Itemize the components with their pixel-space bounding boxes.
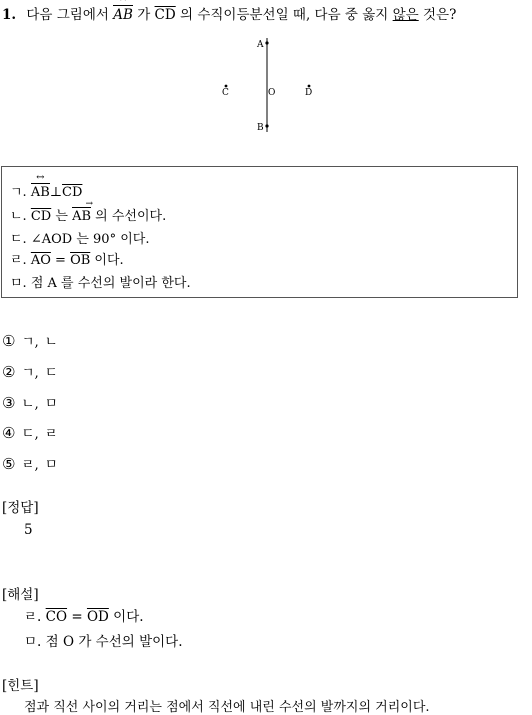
choice-number: ② bbox=[2, 363, 16, 381]
segment-ob-symbol: $\overline{OB}$ bbox=[70, 253, 91, 268]
question-text-pre: 다음 그림에서 bbox=[26, 7, 109, 23]
question-title bbox=[2, 3, 456, 23]
equals-symbol: = bbox=[50, 253, 71, 268]
choice-1[interactable] bbox=[2, 330, 58, 350]
statement-3 bbox=[10, 228, 149, 247]
choice-number: ① bbox=[2, 332, 16, 350]
statement-marker: ㄹ. bbox=[24, 609, 42, 625]
point-d bbox=[308, 85, 311, 88]
choice-option-b: ㅁ bbox=[44, 457, 58, 473]
explanation-text: 이다. bbox=[108, 609, 144, 625]
choice-number: ⑤ bbox=[2, 455, 16, 473]
segment-cd-symbol: $\overline{CD}$ bbox=[30, 209, 52, 224]
choice-option-b: ㄴ bbox=[44, 334, 58, 350]
segment-od-symbol: $\overline{OD}$ bbox=[86, 609, 109, 625]
choice-option-a: ㄱ, bbox=[21, 365, 39, 381]
choice-option-b: ㅁ bbox=[44, 396, 58, 412]
question-text-mid: 가 bbox=[137, 7, 151, 23]
choice-option-a: ㄴ, bbox=[21, 396, 39, 412]
statement-text: 의 수선이다. bbox=[95, 209, 167, 224]
explanation-label: [해설] bbox=[2, 587, 39, 603]
perpendicular-symbol: ⊥ bbox=[49, 185, 63, 200]
segment-cd-symbol: $\overline{CD}$ bbox=[62, 185, 83, 200]
equals-symbol: = bbox=[67, 609, 87, 625]
statement-5 bbox=[10, 272, 191, 291]
statement-1 bbox=[10, 181, 82, 200]
ray-ab-symbol: AB → bbox=[72, 209, 91, 224]
statement-marker: ㄱ. bbox=[10, 185, 27, 200]
question-underlined-word: 않은 bbox=[392, 7, 419, 23]
choice-option-a: ㄹ, bbox=[21, 457, 39, 473]
answer-value: 5 bbox=[24, 522, 33, 538]
line-ab-symbol: AB ↔ bbox=[113, 7, 133, 23]
statement-2 bbox=[10, 205, 166, 224]
choice-option-a: ㄱ, bbox=[21, 334, 39, 350]
statement-marker: ㅁ. bbox=[10, 276, 27, 291]
label-o: O bbox=[268, 88, 276, 98]
statement-4 bbox=[10, 249, 124, 268]
choice-option-b: ㄹ bbox=[44, 426, 58, 442]
explanation-text: 점 O 가 수선의 발이다. bbox=[45, 634, 183, 650]
label-a: A bbox=[257, 40, 264, 50]
question-text-post: 의 수직이등분선일 때, 다음 중 옳지 bbox=[180, 7, 389, 23]
choice-option-b: ㄷ bbox=[44, 365, 58, 381]
label-c: C bbox=[222, 88, 229, 98]
geometry-figure bbox=[200, 36, 330, 136]
explanation-line-1 bbox=[24, 605, 144, 625]
statement-text: 점 A 를 수선의 발이라 한다. bbox=[30, 276, 191, 291]
statement-text: 는 bbox=[55, 209, 68, 224]
choice-5[interactable] bbox=[2, 453, 58, 473]
hint-label: [힌트] bbox=[2, 678, 39, 694]
statement-text: 이다. bbox=[90, 253, 124, 268]
point-c bbox=[225, 85, 228, 88]
question-text-end: 것은? bbox=[423, 7, 457, 23]
choice-3[interactable] bbox=[2, 392, 58, 412]
choice-number: ④ bbox=[2, 424, 16, 442]
label-b: B bbox=[257, 123, 264, 133]
statement-marker: ㄴ. bbox=[10, 209, 27, 224]
choice-4[interactable] bbox=[2, 422, 58, 442]
statement-marker: ㄹ. bbox=[10, 253, 27, 268]
segment-ao-symbol: $\overline{AO}$ bbox=[30, 253, 51, 268]
statement-marker: ㄷ. bbox=[10, 232, 27, 247]
question-number: 1. bbox=[2, 7, 17, 23]
line-ab-symbol: AB ↔ bbox=[31, 185, 50, 200]
segment-cd-symbol: $\overline{CD}$ bbox=[154, 7, 176, 23]
choice-2[interactable] bbox=[2, 361, 58, 381]
segment-co-symbol: $\overline{CO}$ bbox=[45, 609, 68, 625]
hint-text: 점과 직선 사이의 거리는 점에서 직선에 내린 수선의 발까지의 거리이다. bbox=[24, 700, 430, 715]
point-b bbox=[265, 124, 268, 127]
answer-label: [정답] bbox=[2, 500, 39, 516]
explanation-line-2 bbox=[24, 630, 183, 650]
choice-option-a: ㄷ, bbox=[21, 426, 39, 442]
statements-box bbox=[1, 166, 518, 298]
statement-text: ∠AOD 는 90° 이다. bbox=[30, 232, 150, 247]
point-a bbox=[265, 41, 268, 44]
choice-number: ③ bbox=[2, 394, 16, 412]
statement-marker: ㅁ. bbox=[24, 634, 42, 650]
label-d: D bbox=[305, 88, 313, 98]
